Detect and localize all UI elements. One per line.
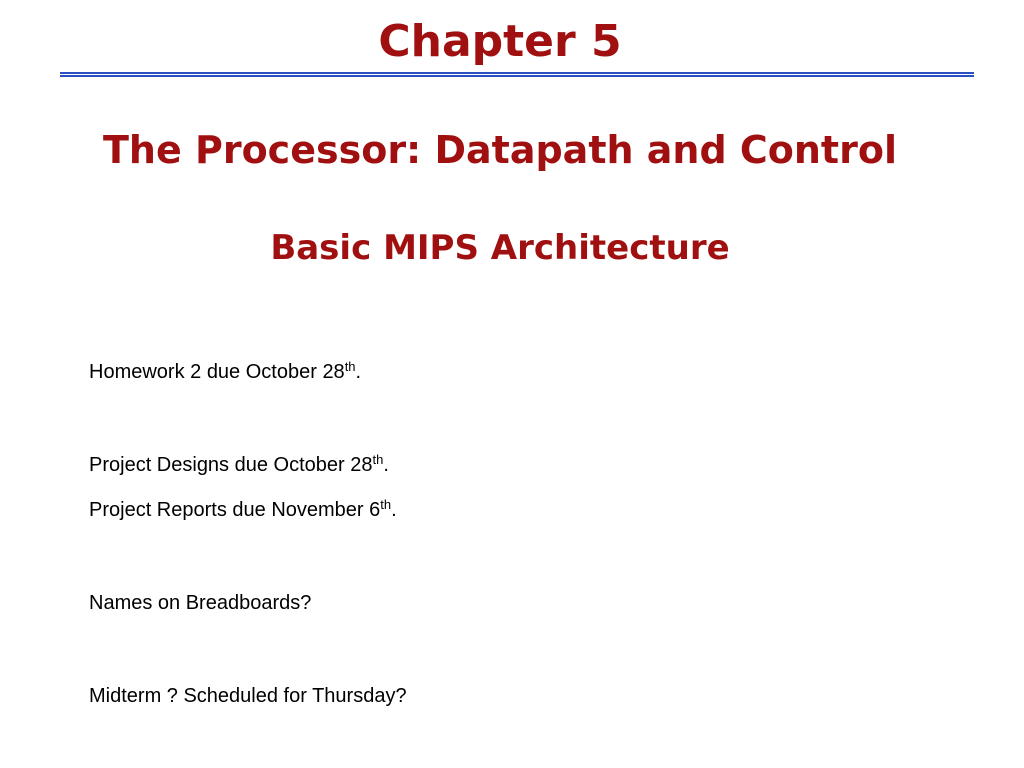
breadboards-note (89, 590, 311, 616)
ordinal-suffix: th (372, 452, 384, 467)
note-text: Homework 2 due October 28 (89, 361, 345, 383)
header-divider (60, 72, 974, 77)
midterm-note (89, 683, 407, 709)
note-text: Names on Breadboards? (89, 592, 312, 614)
project-designs-note (89, 452, 389, 478)
note-end: . (355, 361, 362, 383)
slide-title: The Processor: Datapath and Control (103, 128, 897, 172)
note-end: . (391, 499, 397, 521)
note-text: Midterm ? Scheduled for Thursday? (89, 685, 407, 707)
slide-subtitle: Basic MIPS Architecture (270, 228, 730, 268)
chapter-heading: Chapter 5 (378, 16, 622, 67)
ordinal-suffix: th (344, 359, 356, 374)
homework-note (89, 359, 361, 385)
project-reports-note (89, 497, 397, 523)
note-text: Project Designs due October 28 (89, 454, 373, 476)
note-text: Project Reports due November 6 (89, 499, 381, 521)
ordinal-suffix: th (380, 497, 392, 512)
note-end: . (383, 454, 389, 476)
